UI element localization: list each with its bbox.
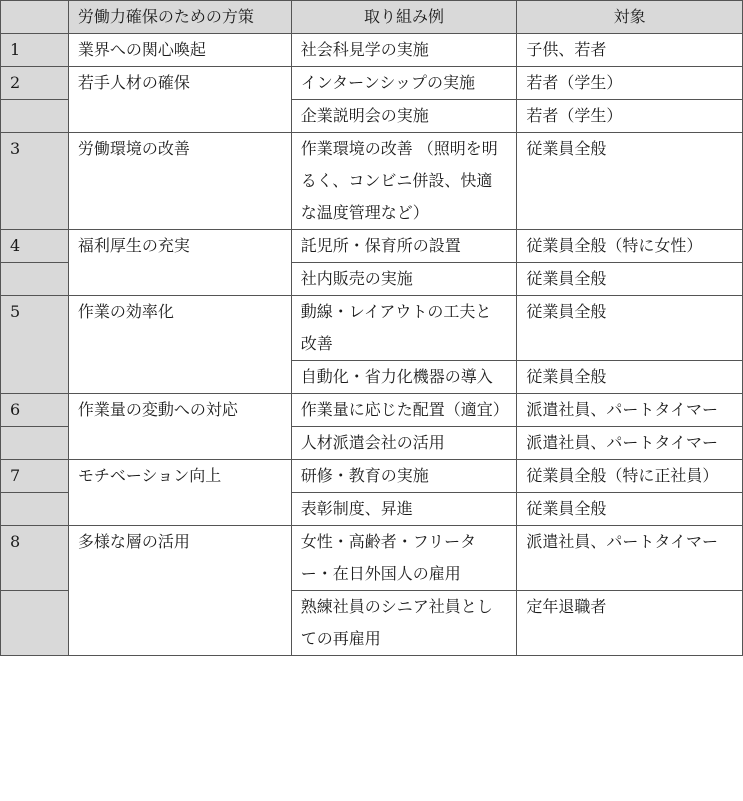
target-cell: 従業員全般 [517,263,743,296]
example-cell: 社会科見学の実施 [291,34,517,67]
table-row [1,67,743,100]
header-example: 取り組み例 [291,1,517,34]
policy-cell: 若手人材の確保 [68,67,291,133]
policy-cell: 作業の効率化 [68,296,291,394]
row-number-continuation [1,493,69,526]
target-cell: 従業員全般 [517,493,743,526]
row-number: 6 [1,394,69,427]
table-row [1,394,743,427]
table-row [1,526,743,591]
example-cell: 人材派遣会社の活用 [291,427,517,460]
target-cell: 従業員全般 [517,296,743,361]
table-row [1,460,743,493]
example-cell: インターンシップの実施 [291,67,517,100]
target-cell: 従業員全般 [517,361,743,394]
policy-cell: 労働環境の改善 [68,133,291,230]
table-row [1,230,743,263]
example-cell: 作業環境の改善 （照明を明るく、コンビニ併設、快適な温度管理など） [291,133,517,230]
row-number: 3 [1,133,69,230]
example-cell: 動線・レイアウトの工夫と改善 [291,296,517,361]
row-number: 5 [1,296,69,394]
target-cell: 定年退職者 [517,591,743,656]
target-cell: 若者（学生） [517,67,743,100]
example-cell: 表彰制度、昇進 [291,493,517,526]
example-cell: 研修・教育の実施 [291,460,517,493]
row-number: 7 [1,460,69,493]
target-cell: 従業員全般 [517,133,743,230]
example-cell: 熟練社員のシニア社員としての再雇用 [291,591,517,656]
row-number: 2 [1,67,69,100]
policy-cell: 多様な層の活用 [68,526,291,656]
row-number-continuation [1,591,69,656]
table-row [1,296,743,361]
header-policy: 労働力確保のための方策 [68,1,291,34]
row-number: 4 [1,230,69,263]
example-cell: 託児所・保育所の設置 [291,230,517,263]
target-cell: 従業員全般（特に女性） [517,230,743,263]
policy-cell: 作業量の変動への対応 [68,394,291,460]
policy-cell: 福利厚生の充実 [68,230,291,296]
row-number: 8 [1,526,69,591]
example-cell: 社内販売の実施 [291,263,517,296]
row-number: 1 [1,34,69,67]
policy-cell: 業界への関心喚起 [68,34,291,67]
target-cell: 派遣社員、パートタイマー [517,427,743,460]
example-cell: 自動化・省力化機器の導入 [291,361,517,394]
target-cell: 派遣社員、パートタイマー [517,394,743,427]
example-cell: 企業説明会の実施 [291,100,517,133]
example-cell: 作業量に応じた配置（適宜） [291,394,517,427]
row-number-continuation [1,427,69,460]
example-cell: 女性・高齢者・フリーター・在日外国人の雇用 [291,526,517,591]
target-cell: 若者（学生） [517,100,743,133]
table-row [1,34,743,67]
header-target: 対象 [517,1,743,34]
target-cell: 派遣社員、パートタイマー [517,526,743,591]
row-number-continuation [1,263,69,296]
target-cell: 従業員全般（特に正社員） [517,460,743,493]
policy-cell: モチベーション向上 [68,460,291,526]
header-row [1,1,743,34]
target-cell: 子供、若者 [517,34,743,67]
header-no [1,1,69,34]
row-number-continuation [1,100,69,133]
table-row [1,133,743,230]
